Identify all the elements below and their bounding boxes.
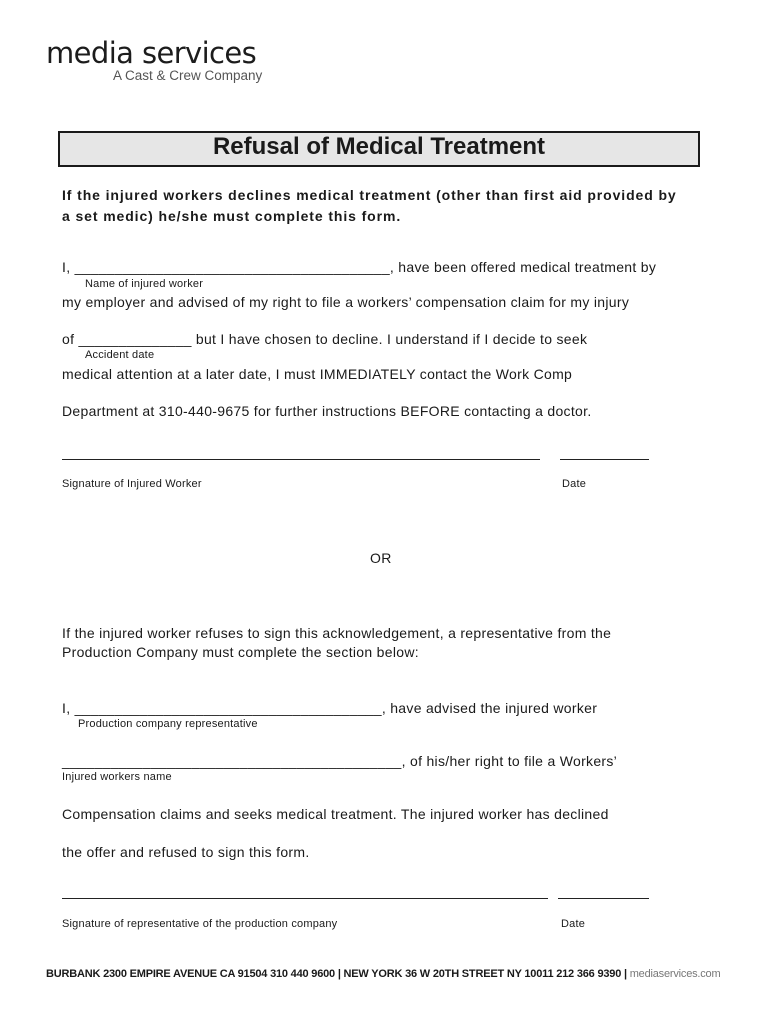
- company-tagline: A Cast & Crew Company: [113, 68, 263, 83]
- intro-line-1: If the injured workers declines medical treatment (other than first aid provided by: [62, 187, 677, 203]
- para1-line-1: I, _______________________________________, have been offered medical treatment by: [62, 259, 657, 275]
- para1-line-2: my employer and advised of my right to file a workers’ compensation claim for my injury: [62, 294, 630, 310]
- para2-line-2: Production Company must complete the section below:: [62, 644, 419, 660]
- para2-line-6: the offer and refused to sign this form.: [62, 844, 310, 860]
- accident-date-label: Accident date: [85, 349, 155, 361]
- injured-worker-name-label: Injured workers name: [62, 771, 172, 783]
- worker-date-label: Date: [562, 478, 587, 490]
- para2-line-5: Compensation claims and seeks medical treatment. The injured worker has declined: [62, 806, 609, 822]
- footer-address: BURBANK 2300 EMPIRE AVENUE CA 91504 310 440 9600 | NEW YORK 36 W 20TH STREET NY 10011 212 366 9390 |: [46, 968, 627, 980]
- rep-date-line[interactable]: [558, 898, 649, 899]
- rep-date-label: Date: [561, 918, 586, 930]
- name-of-injured-worker-label: Name of injured worker: [85, 278, 204, 290]
- worker-date-line[interactable]: [560, 459, 649, 460]
- para1-line-5: Department at 310-440-9675 for further instructions BEFORE contacting a doctor.: [62, 403, 592, 419]
- para2-line-4: __________________________________________, of his/her right to file a Workers’: [62, 753, 618, 769]
- company-logo: media services: [46, 36, 257, 70]
- intro-line-2: a set medic) he/she must complete this form.: [62, 208, 402, 224]
- footer-website: mediaservices.com: [629, 968, 721, 980]
- production-rep-label: Production company representative: [78, 718, 258, 730]
- para1-line-4: medical attention at a later date, I must IMMEDIATELY contact the Work Comp: [62, 366, 573, 382]
- rep-signature-label: Signature of representative of the production company: [62, 918, 338, 930]
- para1-line-3: of ______________ but I have chosen to decline. I understand if I decide to seek: [62, 331, 588, 347]
- form-title: Refusal of Medical Treatment: [212, 133, 546, 160]
- footer: [46, 968, 720, 980]
- para2-line-1: If the injured worker refuses to sign this acknowledgement, a representative from the: [62, 625, 612, 641]
- or-separator: OR: [370, 550, 392, 566]
- worker-signature-label: Signature of Injured Worker: [62, 478, 202, 490]
- worker-signature-line[interactable]: [62, 459, 540, 460]
- para2-line-3: I, ______________________________________, have advised the injured worker: [62, 700, 598, 716]
- rep-signature-line[interactable]: [62, 898, 548, 899]
